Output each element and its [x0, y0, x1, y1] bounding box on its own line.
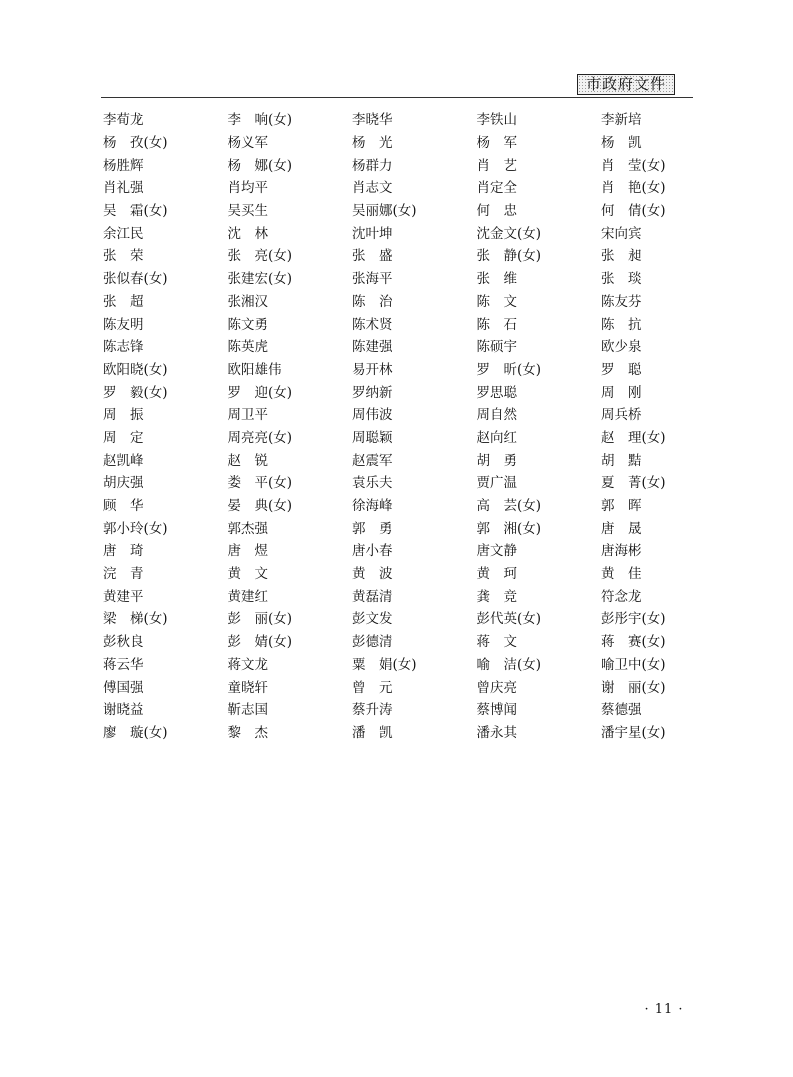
- name-entry: 黄 珂: [476, 566, 517, 583]
- name-entry: 张 荣: [103, 248, 144, 265]
- name-entry: 杨群力: [352, 157, 393, 174]
- name-entry: 喻卫中(女): [601, 656, 666, 673]
- name-entry: 罗 毅(女): [103, 384, 168, 401]
- name-entry: 傅国强: [103, 679, 144, 696]
- name-entry: 唐文静: [476, 543, 517, 560]
- name-entry: 张建宏(女): [227, 271, 293, 288]
- name-entry: 杨 孜(女): [103, 135, 168, 152]
- name-entry: 梁 梯(女): [103, 611, 168, 628]
- name-entry: 张 超: [103, 293, 144, 310]
- name-entry: 喻 洁(女): [476, 656, 542, 673]
- name-entry: 靳志国: [227, 702, 268, 719]
- name-entry: 罗思聪: [476, 384, 517, 401]
- name-entry: 蒋文龙: [227, 656, 268, 673]
- name-entry: 童晓轩: [227, 679, 268, 696]
- name-entry: 陈硕宇: [476, 339, 517, 356]
- name-entry: 曾 元: [352, 679, 393, 696]
- name-entry: 赵向红: [476, 429, 517, 446]
- name-entry: 罗 迎(女): [227, 384, 293, 401]
- name-entry: 肖定全: [476, 180, 517, 197]
- name-entry: 晏 典(女): [227, 498, 293, 515]
- name-entry: 周伟波: [352, 407, 393, 424]
- name-row: [103, 291, 703, 314]
- name-entry: 黄磊清: [352, 588, 393, 605]
- section-badge: 市政府文件: [577, 74, 675, 95]
- name-entry: 何 倩(女): [601, 203, 666, 220]
- name-entry: 张 昶: [601, 248, 642, 265]
- name-entry: 夏 菁(女): [601, 475, 666, 492]
- name-entry: 蔡德强: [601, 702, 642, 719]
- name-row: [103, 699, 703, 722]
- name-entry: 蒋云华: [103, 656, 144, 673]
- name-row: [103, 200, 703, 223]
- name-row: [103, 654, 703, 677]
- name-entry: 张 琰: [601, 271, 642, 288]
- name-entry: 唐海彬: [601, 543, 642, 560]
- name-entry: 肖 莹(女): [601, 157, 666, 174]
- name-entry: 胡 黠: [601, 452, 642, 469]
- name-entry: 李新培: [601, 112, 642, 129]
- name-entry: 余江民: [103, 225, 144, 242]
- name-entry: 潘永其: [476, 724, 517, 741]
- name-row: [103, 268, 703, 291]
- name-row: [103, 154, 703, 177]
- name-entry: 沈 林: [227, 225, 268, 242]
- name-entry: 赵震军: [352, 452, 393, 469]
- name-entry: 易开林: [352, 361, 393, 378]
- name-entry: 陈术贤: [352, 316, 393, 333]
- name-entry: 肖 艳(女): [601, 180, 666, 197]
- name-entry: 黄建平: [103, 588, 144, 605]
- name-row: [103, 608, 703, 631]
- name-entry: 陈英虎: [227, 339, 268, 356]
- name-entry: 黄 波: [352, 566, 393, 583]
- name-entry: 陈友明: [103, 316, 144, 333]
- name-entry: 符念龙: [601, 588, 642, 605]
- name-entry: 周卫平: [227, 407, 268, 424]
- name-row: [103, 109, 703, 132]
- name-entry: 赵 锐: [227, 452, 268, 469]
- name-entry: 李荀龙: [103, 112, 144, 129]
- name-entry: 袁乐夫: [352, 475, 393, 492]
- name-entry: 周 定: [103, 429, 144, 446]
- name-row: [103, 427, 703, 450]
- name-entry: 罗 聪: [601, 361, 642, 378]
- name-row: [103, 336, 703, 359]
- name-entry: 周聪颖: [352, 429, 393, 446]
- name-entry: 欧阳雄伟: [227, 361, 282, 378]
- name-entry: 粟 娟(女): [352, 656, 417, 673]
- name-entry: 彭 婧(女): [227, 634, 293, 651]
- name-entry: 李晓华: [352, 112, 393, 129]
- name-entry: 吴丽娜(女): [352, 203, 417, 220]
- name-entry: 肖 艺: [476, 157, 517, 174]
- name-entry: 唐小春: [352, 543, 393, 560]
- name-entry: 陈 文: [476, 293, 517, 310]
- name-entry: 陈 石: [476, 316, 517, 333]
- name-entry: 郭 晖: [601, 498, 642, 515]
- name-entry: 陈 抗: [601, 316, 642, 333]
- name-entry: 张海平: [352, 271, 393, 288]
- name-entry: 高 芸(女): [476, 498, 542, 515]
- name-entry: 周自然: [476, 407, 517, 424]
- name-row: [103, 381, 703, 404]
- name-entry: 张 静(女): [476, 248, 542, 265]
- name-entry: 彭 丽(女): [227, 611, 293, 628]
- name-entry: 欧少泉: [601, 339, 642, 356]
- name-entry: 唐 煜: [227, 543, 268, 560]
- name-entry: 彭文发: [352, 611, 393, 628]
- name-entry: 黎 杰: [227, 724, 268, 741]
- name-entry: 蒋 文: [476, 634, 517, 651]
- name-row: [103, 313, 703, 336]
- name-row: [103, 177, 703, 200]
- name-entry: 郭小玲(女): [103, 520, 168, 537]
- name-entry: 杨 凯: [601, 135, 642, 152]
- name-entry: 曾庆亮: [476, 679, 517, 696]
- name-row: [103, 676, 703, 699]
- name-entry: 何 忠: [476, 203, 517, 220]
- name-entry: 周 振: [103, 407, 144, 424]
- name-entry: 吴买生: [227, 203, 268, 220]
- name-entry: 徐海峰: [352, 498, 393, 515]
- name-entry: 罗纳新: [352, 384, 393, 401]
- name-row: [103, 495, 703, 518]
- name-entry: 郭 湘(女): [476, 520, 542, 537]
- name-entry: 周亮亮(女): [227, 429, 293, 446]
- name-row: [103, 722, 703, 745]
- page-number: · 11 ·: [644, 1002, 684, 1017]
- name-entry: 李铁山: [476, 112, 517, 129]
- name-list: [103, 109, 703, 744]
- name-entry: 廖 璇(女): [103, 724, 168, 741]
- name-entry: 顾 华: [103, 498, 144, 515]
- name-entry: 蒋 赛(女): [601, 634, 666, 651]
- name-row: [103, 404, 703, 427]
- name-entry: 杨胜辉: [103, 157, 144, 174]
- name-entry: 潘 凯: [352, 724, 393, 741]
- name-entry: 浣 青: [103, 566, 144, 583]
- name-entry: 张 盛: [352, 248, 393, 265]
- name-entry: 谢 丽(女): [601, 679, 666, 696]
- name-entry: 胡 勇: [476, 452, 517, 469]
- name-row: [103, 245, 703, 268]
- name-entry: 黄建红: [227, 588, 268, 605]
- name-row: [103, 132, 703, 155]
- name-row: [103, 449, 703, 472]
- name-entry: 杨 军: [476, 135, 517, 152]
- name-entry: 潘宇星(女): [601, 724, 666, 741]
- name-entry: 娄 平(女): [227, 475, 293, 492]
- name-row: [103, 472, 703, 495]
- name-entry: 张似春(女): [103, 271, 168, 288]
- name-entry: 周 刚: [601, 384, 642, 401]
- name-entry: 张湘汉: [227, 293, 268, 310]
- name-entry: 彭秋良: [103, 634, 144, 651]
- name-entry: 罗 昕(女): [476, 361, 542, 378]
- name-entry: 杨 光: [352, 135, 393, 152]
- name-entry: 陈文勇: [227, 316, 268, 333]
- name-entry: 宋向宾: [601, 225, 642, 242]
- name-entry: 肖均平: [227, 180, 268, 197]
- name-entry: 蔡升涛: [352, 702, 393, 719]
- name-entry: 陈 治: [352, 293, 393, 310]
- name-entry: 彭代英(女): [476, 611, 542, 628]
- name-row: [103, 563, 703, 586]
- name-entry: 赵凯峰: [103, 452, 144, 469]
- name-entry: 郭杰强: [227, 520, 268, 537]
- name-entry: 吴 霜(女): [103, 203, 168, 220]
- name-entry: 肖志文: [352, 180, 393, 197]
- name-row: [103, 585, 703, 608]
- name-row: [103, 631, 703, 654]
- name-entry: 陈友芬: [601, 293, 642, 310]
- name-entry: 沈叶坤: [352, 225, 393, 242]
- name-entry: 沈金文(女): [476, 225, 542, 242]
- name-entry: 张 亮(女): [227, 248, 293, 265]
- name-entry: 肖礼强: [103, 180, 144, 197]
- name-entry: 贾广温: [476, 475, 517, 492]
- name-entry: 谢晓益: [103, 702, 144, 719]
- name-entry: 陈建强: [352, 339, 393, 356]
- name-entry: 黄 佳: [601, 566, 642, 583]
- name-entry: 赵 理(女): [601, 429, 666, 446]
- name-entry: 黄 文: [227, 566, 268, 583]
- name-entry: 周兵桥: [601, 407, 642, 424]
- name-row: [103, 517, 703, 540]
- name-entry: 唐 晟: [601, 520, 642, 537]
- name-entry: 张 维: [476, 271, 517, 288]
- name-entry: 陈志锋: [103, 339, 144, 356]
- name-entry: 龚 竞: [476, 588, 517, 605]
- name-row: [103, 540, 703, 563]
- name-entry: 彭彤宇(女): [601, 611, 666, 628]
- name-entry: 杨 娜(女): [227, 157, 293, 174]
- name-entry: 胡庆强: [103, 475, 144, 492]
- name-entry: 唐 琦: [103, 543, 144, 560]
- name-row: [103, 359, 703, 382]
- name-entry: 杨义军: [227, 135, 268, 152]
- name-entry: 蔡博闻: [476, 702, 517, 719]
- header-divider: [101, 97, 693, 98]
- name-entry: 欧阳晓(女): [103, 361, 168, 378]
- name-entry: 彭德清: [352, 634, 393, 651]
- name-entry: 郭 勇: [352, 520, 393, 537]
- name-row: [103, 222, 703, 245]
- name-entry: 李 响(女): [227, 112, 293, 129]
